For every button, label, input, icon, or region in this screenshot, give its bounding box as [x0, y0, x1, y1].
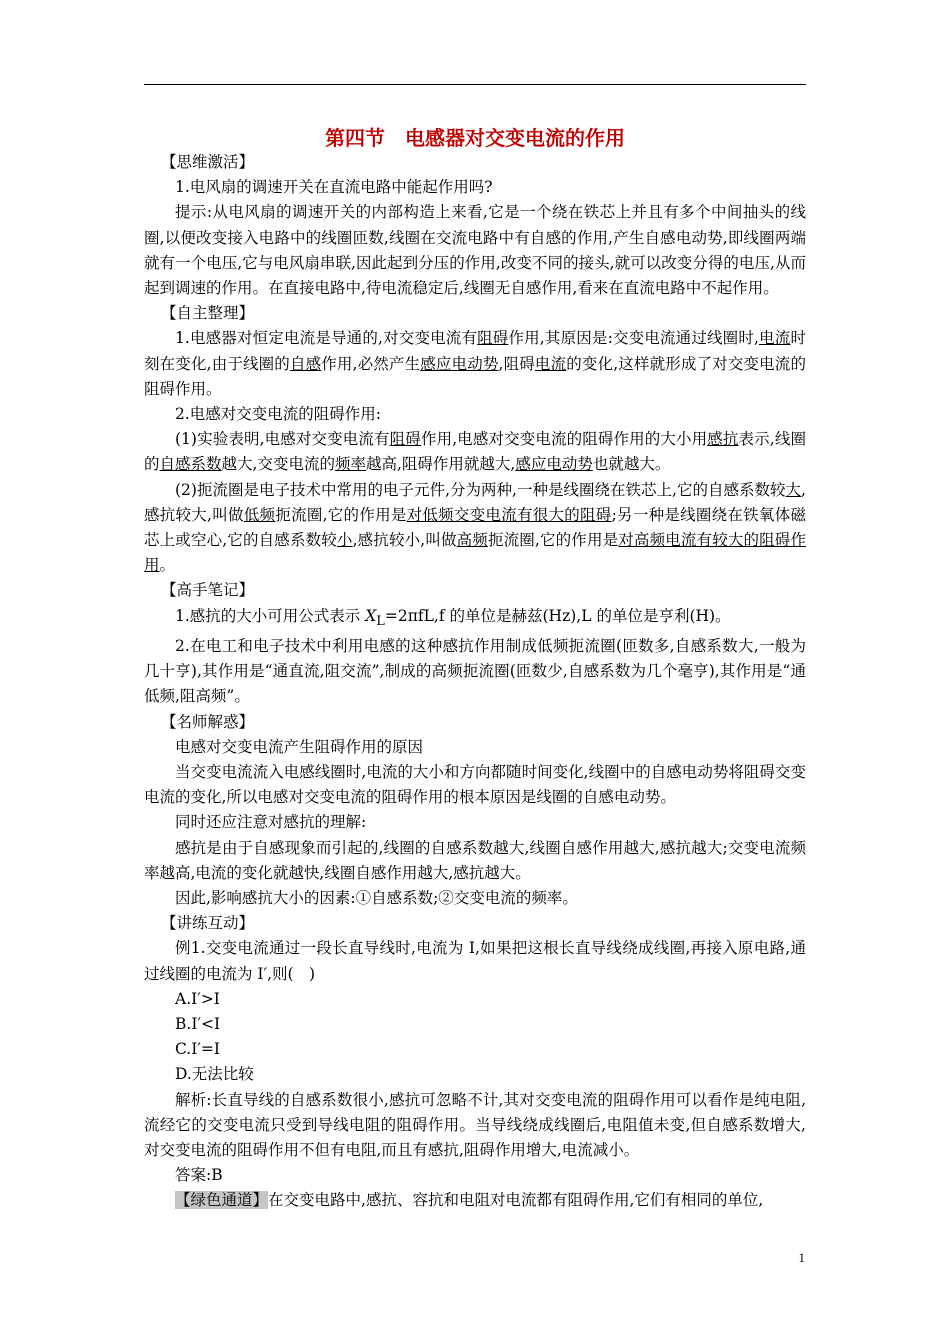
section-heading-self-study: 【自主整理】	[161, 304, 255, 323]
notes-point-2: 2.在电工和电子技术中利用电感的这种感抗作用制成低频扼流圈(匝数多,自感系数大,一般为几十亨),其作用是“通直流,阻交流”,制成的高频扼流圈(匝数少,自感系数为几个毫亨),其作用是“通低频,阻高频”。	[144, 636, 806, 706]
option-d: D.无法比较	[175, 1065, 254, 1084]
page-number: 1	[798, 1250, 805, 1265]
explanation-paragraph: 当交变电流流入电感线圈时,电流的大小和方向都随时间变化,线圈中的自感电动势将阻碍交变电流的变化,所以电感对交变电流的阻碍作用的根本原因是线圈的自感电动势。	[144, 762, 806, 807]
blank-answer: 频率	[334, 455, 366, 474]
self-study-point-1: 1.电感器对恒定电流是导通的,对交变电流有阻碍作用,其原因是:交变电流通过线圈时,电流时刻在变化,由于线圈的自感作用,必然产生感应电动势,阻碍电流的变化,这样就形成了对交变电流的阻碍作用。	[144, 329, 806, 398]
blank-answer: 感抗	[707, 430, 739, 449]
self-study-point-2-2: (2)扼流圈是电子技术中常用的电子元件,分为两种,一种是线圈绕在铁芯上,它的自感系数较大,感抗较大,叫做低频扼流圈,它的作用是对低频交变电流有很大的阻碍;另一种是线圈绕在铁氧体磁芯上或空心,它的自感系数较小,感抗较小,叫做高频扼流圈,它的作用是对高频电流有较大的阻碍作用。	[144, 480, 806, 575]
explanation-paragraph: 同时还应注意对感抗的理解:	[175, 813, 367, 832]
self-study-point-2: 2.电感对交变电流的阻碍作用:	[175, 405, 382, 424]
document-body	[144, 150, 806, 1214]
question-paragraph: 1.电风扇的调速开关在直流电路中能起作用吗?	[175, 178, 493, 197]
explanation-paragraph: 因此,影响感抗大小的因素:①自感系数;②交变电流的频率。	[175, 888, 578, 907]
explanation-paragraph: 感抗是由于自感现象而引起的,线圈的自感系数越大,线圈自感作用越大,感抗越大;交变电流频率越高,电流的变化就越快,线圈自感作用越大,感抗越大。	[144, 838, 806, 882]
option-c: C.I′=I	[175, 1040, 220, 1059]
analysis-paragraph: 解析:长直导线的自感系数很小,感抗可忽略不计,其对交变电流的阻碍作用可以看作是纯电阻,流经它的交变电流只受到导线电阻的阻碍作用。当导线绕成线圈后,电阻值未变,但自感系数增大,对交变电流的阻碍作用不但有电阻,而且有感抗,阻碍作用增大,电流减小。	[144, 1090, 806, 1160]
blank-answer: 电流	[534, 354, 567, 373]
option-b: B.I′<I	[175, 1015, 221, 1033]
blank-answer: 自感系数	[159, 455, 222, 474]
blank-answer: 对高频电流有较大的阻碍作用	[144, 531, 806, 575]
option-a: A.I′>I	[175, 989, 220, 1008]
notes-point-1: 1.感抗的大小可用公式表示 $X_L=2\pi fL,f$ 的单位是赫兹(Hz),L 的单位是亨利(H)。	[175, 606, 731, 629]
blank-answer: 高频	[456, 531, 488, 550]
hint-paragraph: 提示:从电风扇的调速开关的内部构造上来看,它是一个绕在铁芯上并且有多个中间抽头的线圈,以便改变接入电路中的线圈匝数,线圈在交流电路中有自感的作用,产生自感电动势,即线圈两端就有一个电压,它与电风扇串联,因此起到分压的作用,改变不同的接头,就可以改变分得的电压,从而起到调速的作用。在直接电路中,待电流稳定后,线圈无自感作用,看来在直流电路中不起作用。	[144, 203, 806, 298]
blank-answer: 自感	[289, 354, 322, 373]
section-heading-practice: 【讲练互动】	[161, 914, 255, 933]
section-heading-notes: 【高手笔记】	[161, 581, 255, 600]
example-question: 例1.交变电流通过一段长直导线时,电流为 I,如果把这根长直导线绕成线圈,再接入原电路,通过线圈的电流为 I′,则( )	[144, 939, 806, 983]
blank-answer: 感应电动势	[420, 354, 499, 373]
blank-answer: 感应电动势	[515, 455, 593, 474]
self-study-point-2-1: (1)实验表明,电感对交变电流有阻碍作用,电感对交变电流的阻碍作用的大小用感抗表示,线圈的自感系数越大,交变电流的频率越高,阻碍作用就越大,感应电动势也就越大。	[144, 430, 806, 474]
explanation-subtitle: 电感对交变电流产生阻碍作用的原因	[175, 737, 424, 756]
blank-answer: 对低频交变电流有很大的阻碍	[406, 505, 612, 524]
section-heading-green-channel: 【绿色通道】	[175, 1191, 269, 1210]
green-channel-paragraph: 【绿色通道】在交变电路中,感抗、容抗和电阻对电流都有阻碍作用,它们有相同的单位,	[175, 1191, 764, 1210]
blank-answer: 阻碍	[477, 329, 509, 348]
blank-answer: 低频	[243, 505, 276, 524]
answer-line: 答案:B	[175, 1166, 223, 1185]
section-heading-activation: 【思维激活】	[161, 153, 255, 171]
blank-answer: 电流	[758, 329, 791, 348]
blank-answer: 小	[336, 531, 353, 550]
page-title: 第四节 电感器对交变电流的作用	[325, 126, 625, 150]
blank-answer: 大	[785, 480, 802, 499]
section-heading-explanation: 【名师解惑】	[161, 712, 255, 731]
header-rule	[144, 84, 806, 85]
blank-answer: 阻碍	[389, 430, 421, 449]
